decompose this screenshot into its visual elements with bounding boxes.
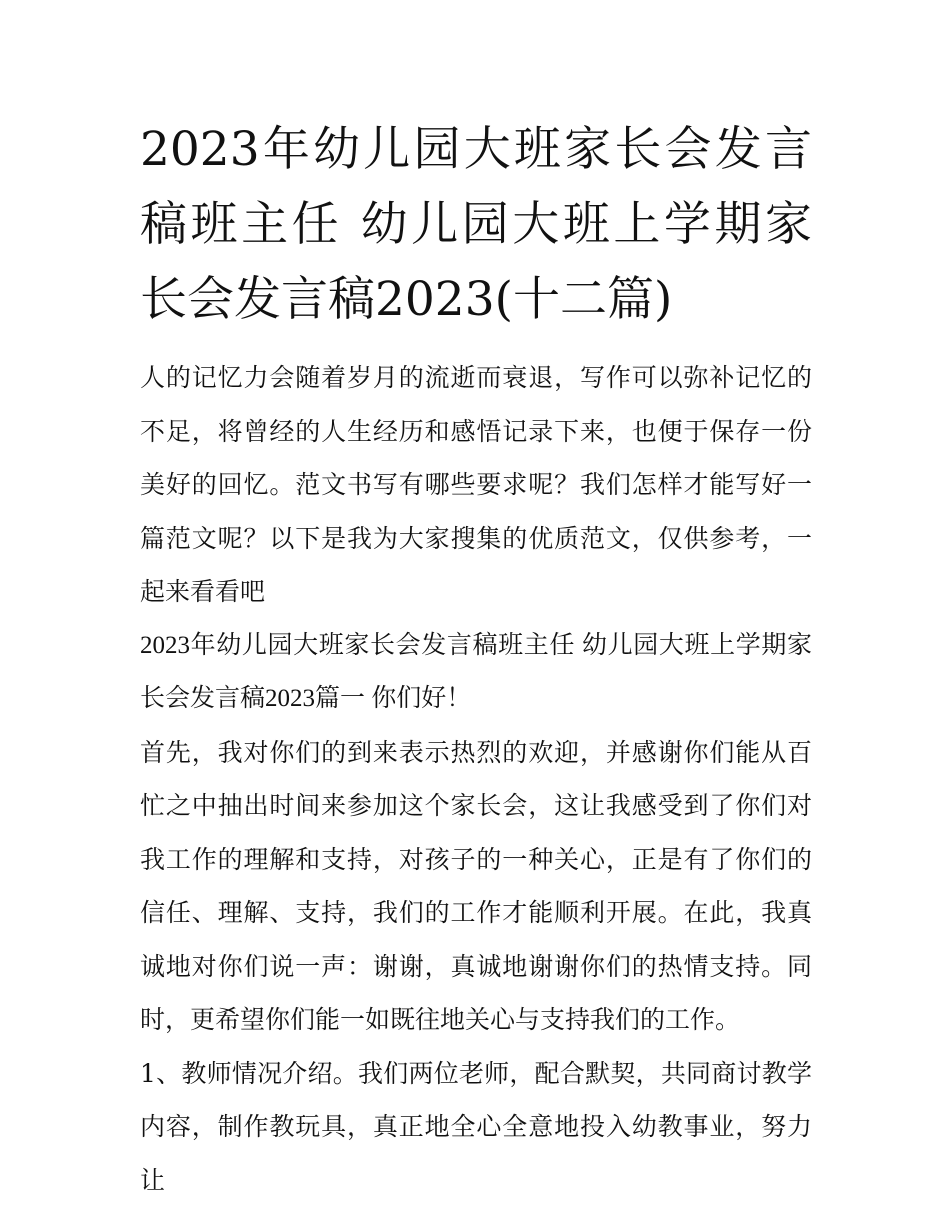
document-title: 2023年幼儿园大班家长会发言稿班主任 幼儿园大班上学期家长会发言稿2023(十二篇) bbox=[140, 122, 812, 327]
section-heading-paragraph: 2023年幼儿园大班家长会发言稿班主任 幼儿园大班上学期家长会发言稿2023篇一 你们好！ bbox=[140, 631, 812, 712]
document-body bbox=[140, 112, 812, 1207]
body-paragraph: 首先，我对你们的到来表示热烈的欢迎，并感谢你们能从百忙之中抽出时间来参加这个家长会，这让我感受到了你们对我工作的理解和支持，对孩子的一种关心，正是有了你们的信任、理解、支持，我们的工作才能顺利开展。在此，我真诚地对你们说一声：谢谢，真诚地谢谢你们的热情支持。同时，更希望你们能一如既往地关心与支持我们的工作。 bbox=[140, 737, 812, 1034]
body-paragraph: 1、教师情况介绍。我们两位老师，配合默契，共同商讨教学内容，制作教玩具，真正地全心全意地投入幼教事业，努力让 bbox=[140, 1058, 812, 1195]
intro-paragraph: 人的记忆力会随着岁月的流逝而衰退，写作可以弥补记忆的不足，将曾经的人生经历和感悟记录下来，也便于保存一份美好的回忆。范文书写有哪些要求呢？我们怎样才能写好一篇范文呢？以下是我为大家搜集的优质范文，仅供参考，一起来看看吧 bbox=[140, 363, 812, 606]
